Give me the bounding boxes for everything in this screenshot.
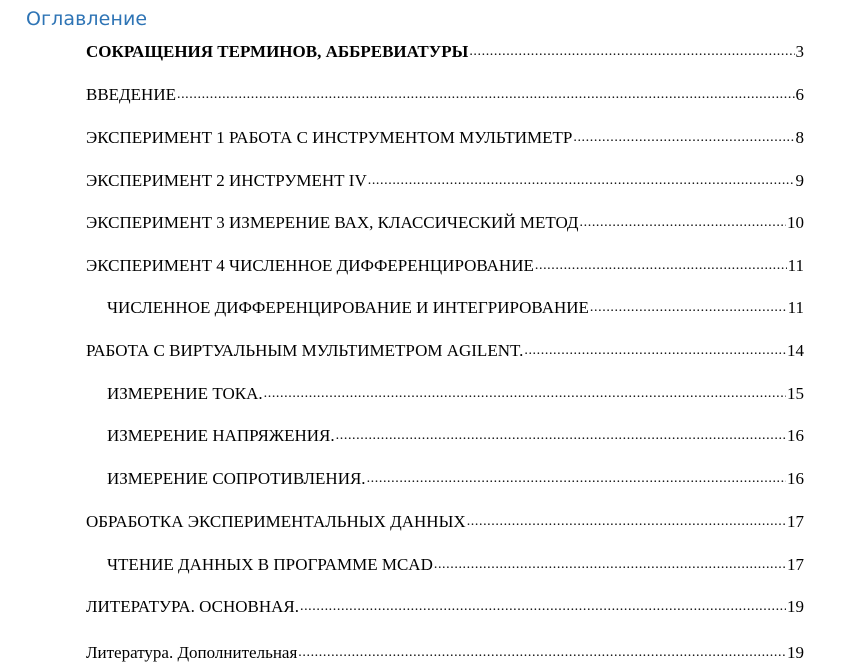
toc-leader-dots [336,426,786,446]
toc-entry-page: 14 [787,341,804,360]
toc-entry-title: ЧТЕНИЕ ДАННЫХ В ПРОГРАММЕ MCAD [107,555,433,574]
toc-leader-dots [590,298,787,318]
toc-entry-page: 17 [787,512,804,531]
toc-entry-page: 11 [787,256,804,275]
toc-entry-page: 16 [787,426,804,445]
toc-entry-title: ЭКСПЕРИМЕНТ 1 РАБОТА С ИНСТРУМЕНТОМ МУЛЬТИМЕТР [86,128,573,147]
toc-entry-literature-additional[interactable] [86,643,804,663]
toc-entry-page: 10 [787,213,804,232]
toc-entry-resistance-measurement[interactable] [107,469,804,489]
toc-entry-title: ЭКСПЕРИМЕНТ 4 ЧИСЛЕННОЕ ДИФФЕРЕНЦИРОВАНИЕ [86,256,534,275]
toc-heading: Оглавление [26,8,148,30]
toc-entry-experiment-2[interactable] [86,171,804,191]
toc-entry-page: 8 [795,128,804,147]
toc-leader-dots [535,256,787,276]
toc-leader-dots [300,597,786,617]
toc-leader-dots [573,128,794,148]
toc-entry-title: ЛИТЕРАТУРА. ОСНОВНАЯ. [86,597,299,616]
toc-entry-page: 6 [795,85,804,104]
toc-entry-experiment-3[interactable] [86,213,804,233]
toc-entry-page: 3 [795,42,804,61]
toc-entry-experiment-4[interactable] [86,256,804,276]
toc-entry-page: 19 [787,643,804,662]
toc-entry-page: 9 [795,171,804,190]
toc-entry-mcad-reading[interactable] [107,555,804,575]
toc-entry-title: ЭКСПЕРИМЕНТ 3 ИЗМЕРЕНИЕ ВАХ, КЛАССИЧЕСКИЙ МЕТОД [86,213,579,232]
toc-entry-current-measurement[interactable] [107,384,804,404]
toc-leader-dots [264,384,786,404]
toc-leader-dots [367,469,786,489]
toc-entry-title: ОБРАБОТКА ЭКСПЕРИМЕНТАЛЬНЫХ ДАННЫХ [86,512,466,531]
toc-leader-dots [434,555,786,575]
toc-leader-dots [368,171,795,191]
toc-entry-title: ЧИСЛЕННОЕ ДИФФЕРЕНЦИРОВАНИЕ И ИНТЕГРИРОВАНИЕ [107,298,589,317]
toc-entry-title: ИЗМЕРЕНИЕ ТОКА. [107,384,263,403]
toc-entry-title: ИЗМЕРЕНИЕ СОПРОТИВЛЕНИЯ. [107,469,366,488]
toc-leader-dots [524,341,786,361]
toc-leader-dots [177,85,795,105]
toc-entry-title: Литература. Дополнительная [86,643,298,662]
toc-entry-page: 19 [787,597,804,616]
toc-entry-experiment-1[interactable] [86,128,804,148]
toc-entry-page: 15 [787,384,804,403]
toc-leader-dots [298,643,786,663]
toc-entry-page: 11 [787,298,804,317]
toc-entry-page: 16 [787,469,804,488]
toc-entry-literature-main[interactable] [86,597,804,617]
toc-entry-title: ВВЕДЕНИЕ [86,85,176,104]
toc-entry-title: ИЗМЕРЕНИЕ НАПРЯЖЕНИЯ. [107,426,335,445]
toc-leader-dots [467,512,786,532]
toc-entry-agilent-multimeter[interactable] [86,341,804,361]
toc-entry-data-processing[interactable] [86,512,804,532]
toc-entry-numerical-diff-integr[interactable] [107,298,804,318]
toc-entry-introduction[interactable] [86,85,804,105]
toc-leader-dots [580,213,786,233]
toc-entry-voltage-measurement[interactable] [107,426,804,446]
toc-entry-title: РАБОТА С ВИРТУАЛЬНЫМ МУЛЬТИМЕТРОМ AGILENT. [86,341,524,360]
toc-entry-title: ЭКСПЕРИМЕНТ 2 ИНСТРУМЕНТ IV [86,171,367,190]
toc-leader-dots [469,42,794,62]
toc-entry-page: 17 [787,555,804,574]
toc-entry-title: СОКРАЩЕНИЯ ТЕРМИНОВ, АББРЕВИАТУРЫ [86,42,469,61]
toc-entry-abbreviations[interactable] [86,42,804,62]
